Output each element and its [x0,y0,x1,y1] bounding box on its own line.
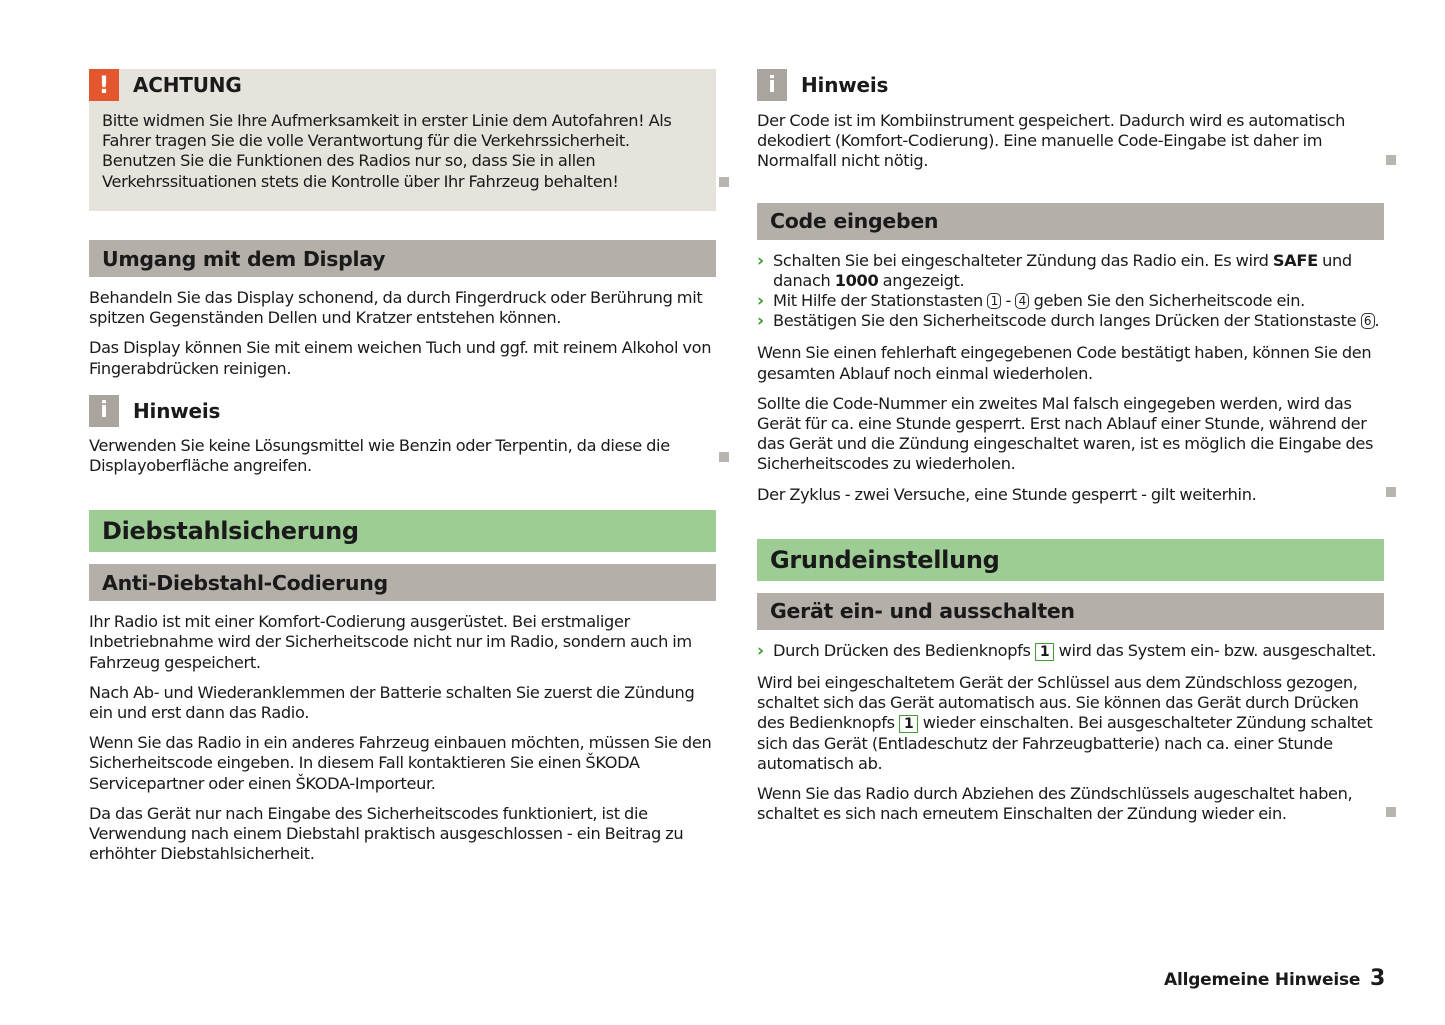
step-text: - [1001,291,1016,311]
code-paragraph-2: Sollte die Code-Nummer ein zweites Mal falsch eingegeben werden, wird das Gerät für ca. eine Stunde gesperrt. Erst nach Ablauf einer Stunde, während der das Gerät und die Zündung eingeschaltet waren, ist es möglich die Eingabe des Sicherheitscodes zu wiederholen. [757,393,1374,474]
paragraph-text: wieder einschalten. Bei ausgeschalteter Zündung schaltet sich das Gerät (Entladeschutz der Fahrzeugbatterie) nach ca. einer Stunde automatisch ab. [757,713,1373,773]
section-heading-code: Code eingeben [757,203,1384,240]
left-column [89,69,716,864]
chevron-right-icon: › [757,291,764,312]
exclamation-icon: ! [89,69,119,101]
info-icon: i [757,69,787,101]
power-paragraph-1 [757,673,1384,774]
list-item [757,291,1384,311]
chapter-heading-basic-settings: Grundeinstellung [757,539,1384,581]
code-paragraph-1: Wenn Sie einen fehlerhaft eingegebenen Code bestätigt haben, können Sie den gesamten Ablauf noch einmal wiederholen. [757,343,1372,383]
page-number: 3 [1370,966,1386,991]
warning-title: ACHTUNG [133,73,242,97]
list-item [757,311,1384,331]
step-text: und danach [773,250,1352,290]
warning-box [89,69,716,211]
theft-paragraph-4: Da das Gerät nur nach Eingabe des Sicherheitscodes funktioniert, ist die Verwendung nach einem Diebstahl praktisch ausgeschlossen - ein Beitrag zu erhöhter Diebstahlsicherheit. [89,803,684,864]
theft-paragraph-3: Wenn Sie das Radio in ein anderes Fahrzeug einbauen möchten, müssen Sie den Sicherheitscode eingeben. In diesem Fall kontaktieren Sie einen ŠKODA Servicepartner oder einen ŠKODA-Importeur. [89,733,712,793]
end-marker-icon [719,452,729,462]
note-title: Hinweis [133,398,221,423]
note-text: Der Code ist im Kombiinstrument gespeichert. Dadurch wird es automatisch dekodiert (Komfort-Codierung). Eine manuelle Code-Eingabe ist daher im Normalfall nicht nötig. [757,111,1346,171]
info-icon: i [89,395,119,427]
chapter-heading-theft: Diebstahlsicherung [89,510,716,552]
step-text: Schalten Sie bei eingeschalteter Zündung das Radio ein. Es wird [773,250,1273,270]
step-text: geben Sie den Sicherheitscode ein. [1029,291,1305,311]
note-title: Hinweis [801,73,889,97]
power-paragraph-2: Wenn Sie das Radio durch Abziehen des Zündschlüssels augeschaltet haben, schaltet es sich nach erneutem Einschalten der Zündung wieder ein. [757,784,1353,824]
display-paragraph-1: Behandeln Sie das Display schonend, da durch Fingerdruck oder Berührung mit spitzen Gegenständen Dellen und Kratzer entstehen können. [89,288,703,328]
end-marker-icon [1386,487,1396,497]
paragraph-text: Wird bei eingeschaltetem Gerät der Schlüssel aus dem Zündschloss gezogen, schaltet sich das Gerät automatisch aus. Sie können das Gerät durch Drücken des Bedienknopfs [757,673,1359,733]
control-knob-1-icon: 1 [1035,643,1054,661]
list-item [757,641,1384,661]
control-knob-1-icon: 1 [899,715,918,733]
warning-header [89,69,716,101]
step-text: wird das System ein- bzw. ausgeschaltet. [1054,640,1377,660]
step-text: Durch Drücken des Bedienknopfs [773,640,1035,660]
display-value-1000: 1000 [834,270,879,290]
code-paragraph-3: Der Zyklus - zwei Versuche, eine Stunde gesperrt - gilt weiterhin. [757,484,1257,504]
chevron-right-icon: › [757,640,764,661]
step-text: Mit Hilfe der Stationstasten [773,291,988,311]
step-text: Bestätigen Sie den Sicherheitscode durch langes Drücken der Stationstaste [773,311,1361,331]
display-value-safe: SAFE [1272,250,1318,270]
note-header [89,395,716,427]
step-text: angezeigt. [878,270,965,290]
note-header [757,69,1384,101]
station-key-1-icon: 1 [987,293,1001,309]
power-steps-list [757,641,1384,661]
section-heading-display: Umgang mit dem Display [89,240,716,277]
right-column [757,69,1384,824]
note-text: Verwenden Sie keine Lösungsmittel wie Benzin oder Terpentin, da diese die Displayoberfläche angreifen. [89,435,670,476]
theft-paragraph-1: Ihr Radio ist mit einer Komfort-Codierung ausgerüstet. Bei erstmaliger Inbetriebnahme wird der Sicherheitscode nicht nur im Radio, sondern auch im Fahrzeug gespeichert. [89,612,692,672]
end-marker-icon [1386,155,1396,165]
chevron-right-icon: › [757,311,764,332]
step-text: . [1374,311,1380,331]
display-paragraph-2: Das Display können Sie mit einem weichen Tuch und ggf. mit reinem Alkohol von Fingerabdrücken reinigen. [89,338,712,378]
end-marker-icon [1386,807,1396,817]
list-item [757,251,1384,291]
station-key-4-icon: 4 [1015,293,1029,309]
station-key-6-icon: 6 [1361,313,1375,329]
section-heading-anti-theft: Anti-Diebstahl-Codierung [89,564,716,601]
chevron-right-icon: › [757,250,764,271]
code-steps-list [757,251,1384,332]
section-heading-power: Gerät ein- und ausschalten [757,593,1384,630]
theft-paragraph-2: Nach Ab- und Wiederanklemmen der Batterie schalten Sie zuerst die Zündung ein und erst dann das Radio. [89,682,695,723]
footer-section-title: Allgemeine Hinweise [1164,970,1361,990]
end-marker-icon [719,177,729,187]
warning-text: Bitte widmen Sie Ihre Aufmerksamkeit in erster Linie dem Autofahren! Als Fahrer tragen Sie die volle Verantwortung für die Verkehrssicherheit. Benutzen Sie die Funktionen des Radios nur so, dass Sie in allen Verkehrssituationen stets die Kontrolle über Ihr Fahrzeug behalten! [102,111,672,191]
